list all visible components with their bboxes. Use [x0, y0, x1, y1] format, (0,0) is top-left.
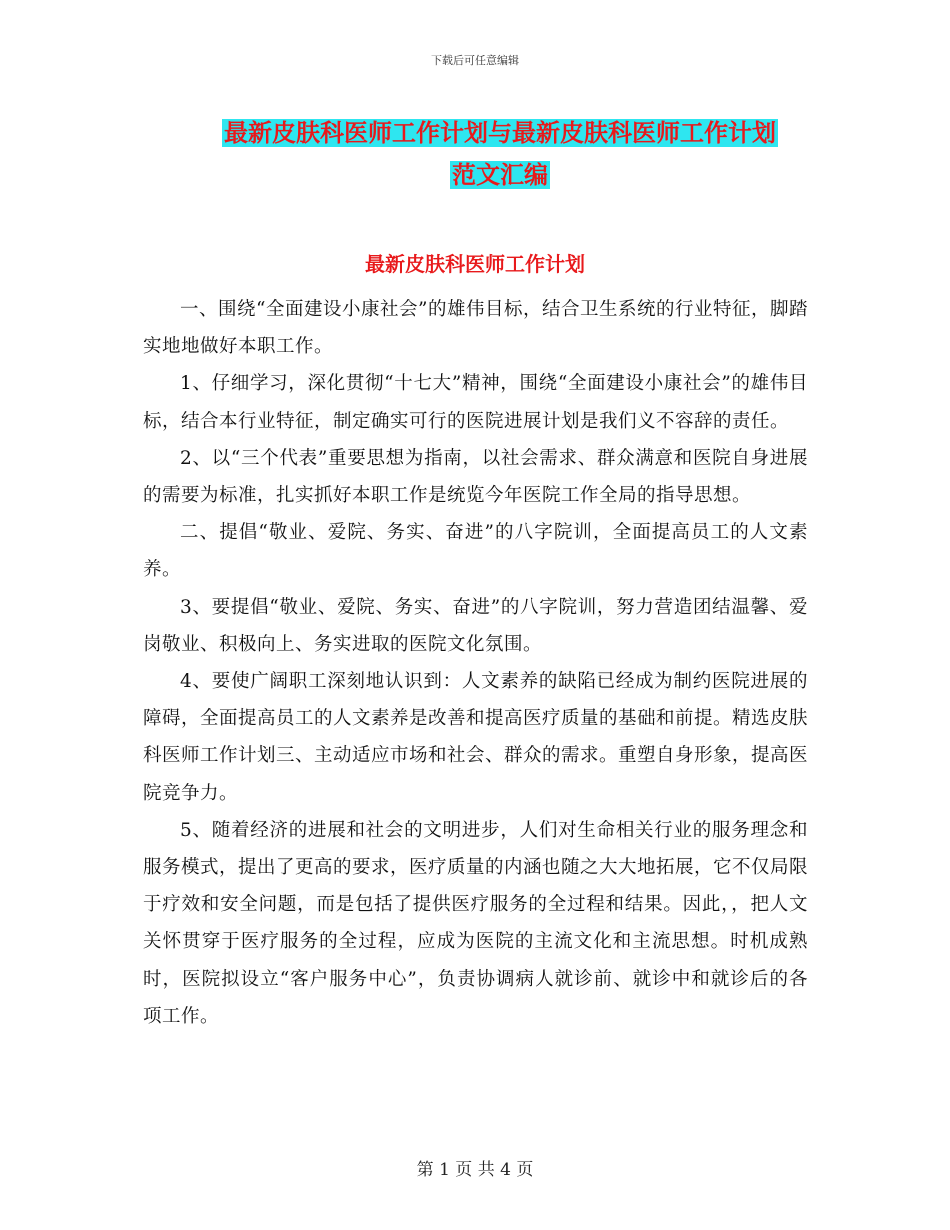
document-title — [150, 112, 850, 196]
header-note: 下载后可任意编辑 — [431, 54, 519, 67]
paragraph: 2、以“三个代表”重要思想为指南，以社会需求、群众满意和医院自身进展的需要为标准，扎实抓好本职工作是统览今年医院工作全局的指导思想。 — [143, 447, 808, 507]
page-footer: 第 1 页 共 4 页 — [416, 1160, 534, 1180]
document-title-line-1: 最新皮肤科医师工作计划与最新皮肤科医师工作计划 — [224, 119, 776, 147]
document-title-line-2: 范文汇编 — [452, 161, 548, 189]
document-body — [143, 291, 808, 1035]
paragraph: 4、要使广阔职工深刻地认识到：人文素养的缺陷已经成为制约医院进展的障碍，全面提高员工的人文素养是改善和提高医疗质量的基础和前提。精选皮肤科医师工作计划三、主动适应市场和社会、群众的需求。重塑自身形象，提高医院竞争力。 — [143, 671, 809, 804]
paragraph: 3、要提倡“敬业、爱院、务实、奋进”的八字院训，努力营造团结温馨、爱岗敬业、积极向上、务实进取的医院文化氛围。 — [143, 596, 808, 655]
paragraph: 1、仔细学习，深化贯彻“十七大”精神，围绕“全面建设小康社会”的雄伟目标，结合本行业特征，制定确实可行的医院进展计划是我们义不容辞的责任。 — [143, 373, 808, 432]
paragraph: 5、随着经济的进展和社会的文明进步，人们对生命相关行业的服务理念和服务模式，提出了更高的要求，医疗质量的内涵也随之大大地拓展，它不仅局限于疗效和安全问题，而是包括了提供医疗服务的全过程和结果。因此，，把人文关怀贯穿于医疗服务的全过程，应成为医院的主流文化和主流思想。时机成熟时，医院拟设立“客户服务中心”，负责协调病人就诊前、就诊中和就诊后的各项工作。 — [143, 819, 809, 1027]
section-title: 最新皮肤科医师工作计划 — [365, 252, 585, 276]
paragraph: 一、围绕“全面建设小康社会”的雄伟目标，结合卫生系统的行业特征，脚踏实地地做好本职工作。 — [143, 299, 808, 358]
paragraph: 二、提倡“敬业、爱院、务实、奋进”的八字院训，全面提高员工的人文素养。 — [143, 522, 808, 581]
